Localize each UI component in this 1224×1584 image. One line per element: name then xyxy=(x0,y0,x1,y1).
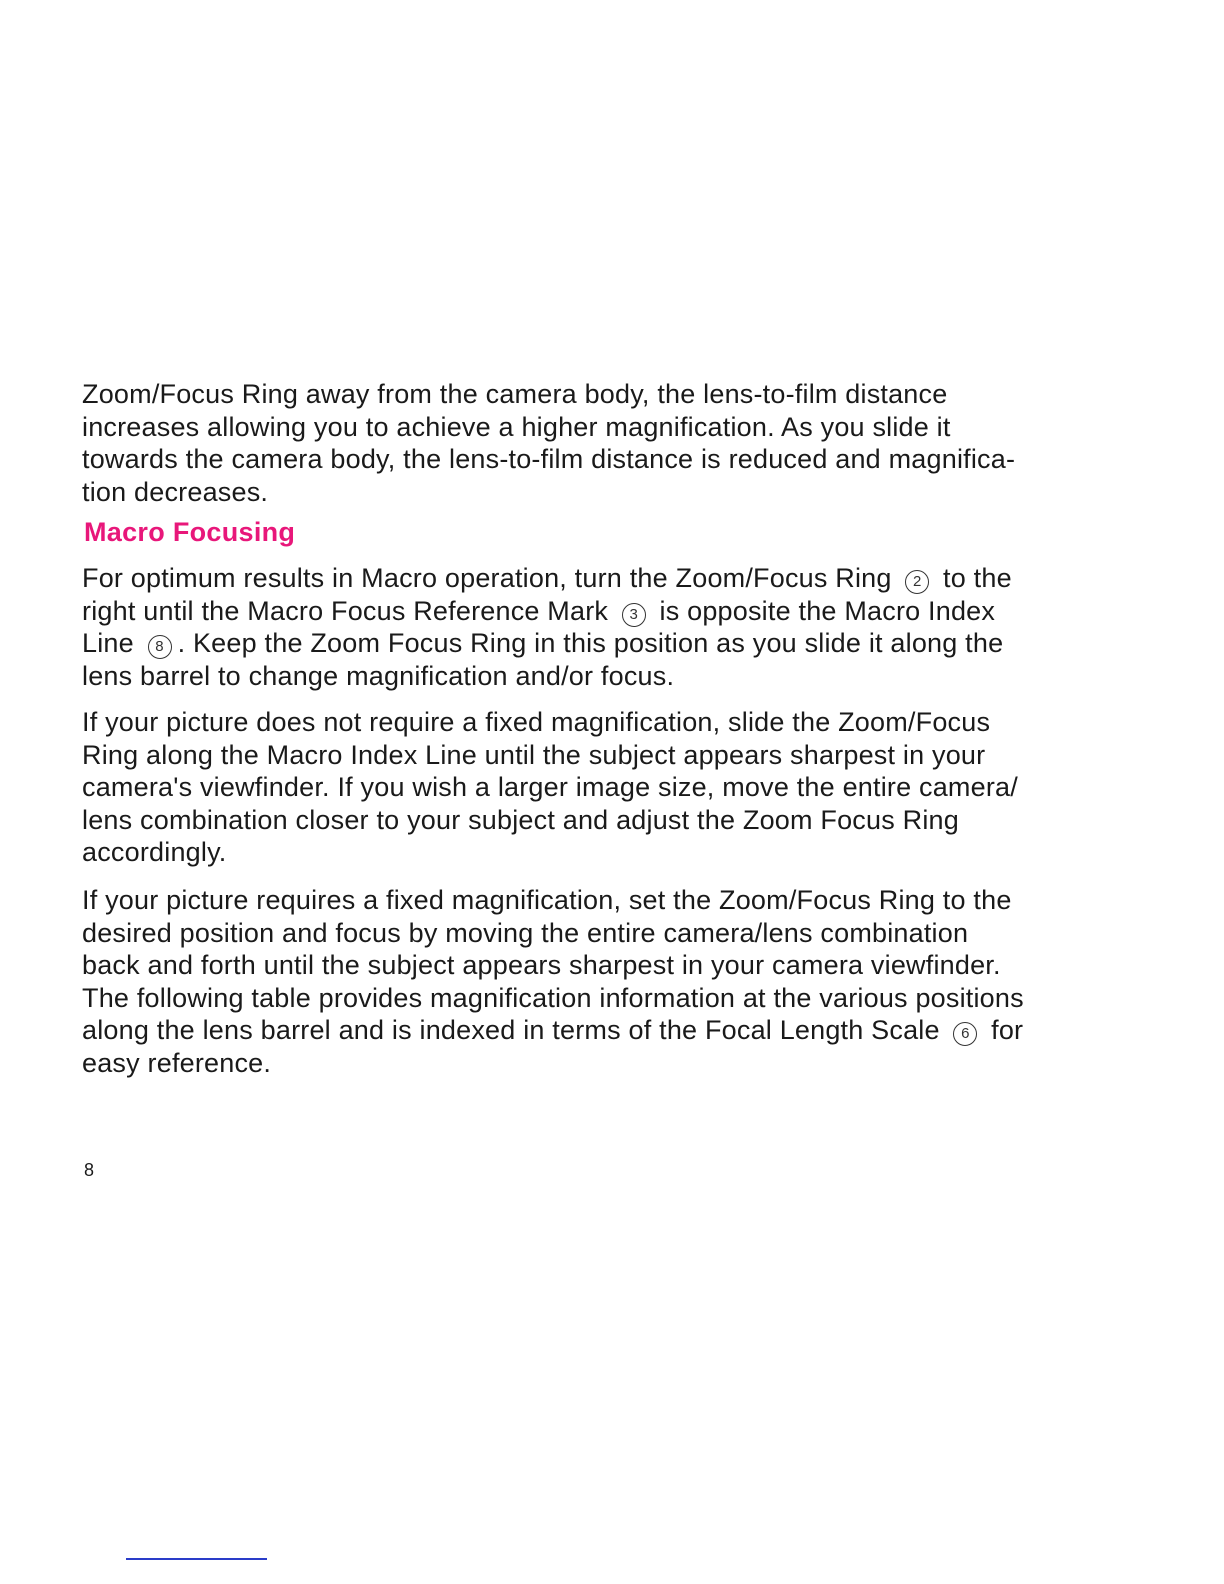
callout-number-badge: 3 xyxy=(622,603,646,627)
paragraph-line: The following table provides magnification information at the various positions xyxy=(82,982,1024,1013)
intro-paragraph xyxy=(82,378,1122,508)
intro-line: increases allowing you to achieve a higher magnification. As you slide it xyxy=(82,411,951,442)
paragraph-line: If your picture does not require a fixed magnification, slide the Zoom/Focus xyxy=(82,707,991,737)
page-number: 8 xyxy=(84,1160,95,1180)
no-fixed-magnification-paragraph xyxy=(82,706,1122,869)
paragraph-line: If your picture requires a fixed magnification, set the Zoom/Focus Ring to the xyxy=(82,885,1012,915)
paragraph-line: camera's viewfinder. If you wish a larger image size, move the entire camera/ xyxy=(82,772,1018,803)
line-text: Line xyxy=(82,628,134,659)
bottom-divider xyxy=(126,1558,267,1560)
paragraph-line xyxy=(82,595,1122,628)
line-text: is opposite the Macro Index xyxy=(659,595,996,626)
line-text: along the lens barrel and is indexed in terms of the Focal Length Scale xyxy=(82,1015,940,1046)
section-heading: Macro Focusing xyxy=(84,517,296,547)
paragraph-line xyxy=(82,1014,1122,1047)
paragraph-line xyxy=(82,562,1122,595)
paragraph-line: Ring along the Macro Index Line until the subject appears sharpest in your xyxy=(82,739,986,770)
callout-number-badge: 2 xyxy=(905,570,929,594)
paragraph-line xyxy=(82,627,1122,660)
macro-focus-paragraph xyxy=(82,562,1122,692)
intro-line: towards the camera body, the lens-to-film distance is reduced and magnifica- xyxy=(82,444,1016,475)
callout-number-badge: 8 xyxy=(148,635,172,659)
line-text: to the xyxy=(943,563,1012,593)
line-text: . Keep the Zoom Focus Ring in this position as you slide it along the xyxy=(177,628,1004,659)
paragraph-line: accordingly. xyxy=(82,837,227,868)
intro-line: tion decreases. xyxy=(82,476,269,507)
line-text: For optimum results in Macro operation, turn the Zoom/Focus Ring xyxy=(82,563,892,593)
fixed-magnification-paragraph xyxy=(82,884,1122,1080)
paragraph-line: back and forth until the subject appears sharpest in your camera viewfinder. xyxy=(82,950,1001,981)
line-text: right until the Macro Focus Reference Mark xyxy=(82,595,609,626)
paragraph-line: lens combination closer to your subject and adjust the Zoom Focus Ring xyxy=(82,804,959,835)
callout-number-badge: 6 xyxy=(953,1022,977,1046)
intro-line: Zoom/Focus Ring away from the camera body, the lens-to-film distance xyxy=(82,379,948,409)
line-text: for xyxy=(991,1015,1024,1046)
paragraph-line: desired position and focus by moving the entire camera/lens combination xyxy=(82,917,969,948)
paragraph-line: easy reference. xyxy=(82,1047,272,1078)
paragraph-line: lens barrel to change magnification and/or focus. xyxy=(82,660,675,691)
